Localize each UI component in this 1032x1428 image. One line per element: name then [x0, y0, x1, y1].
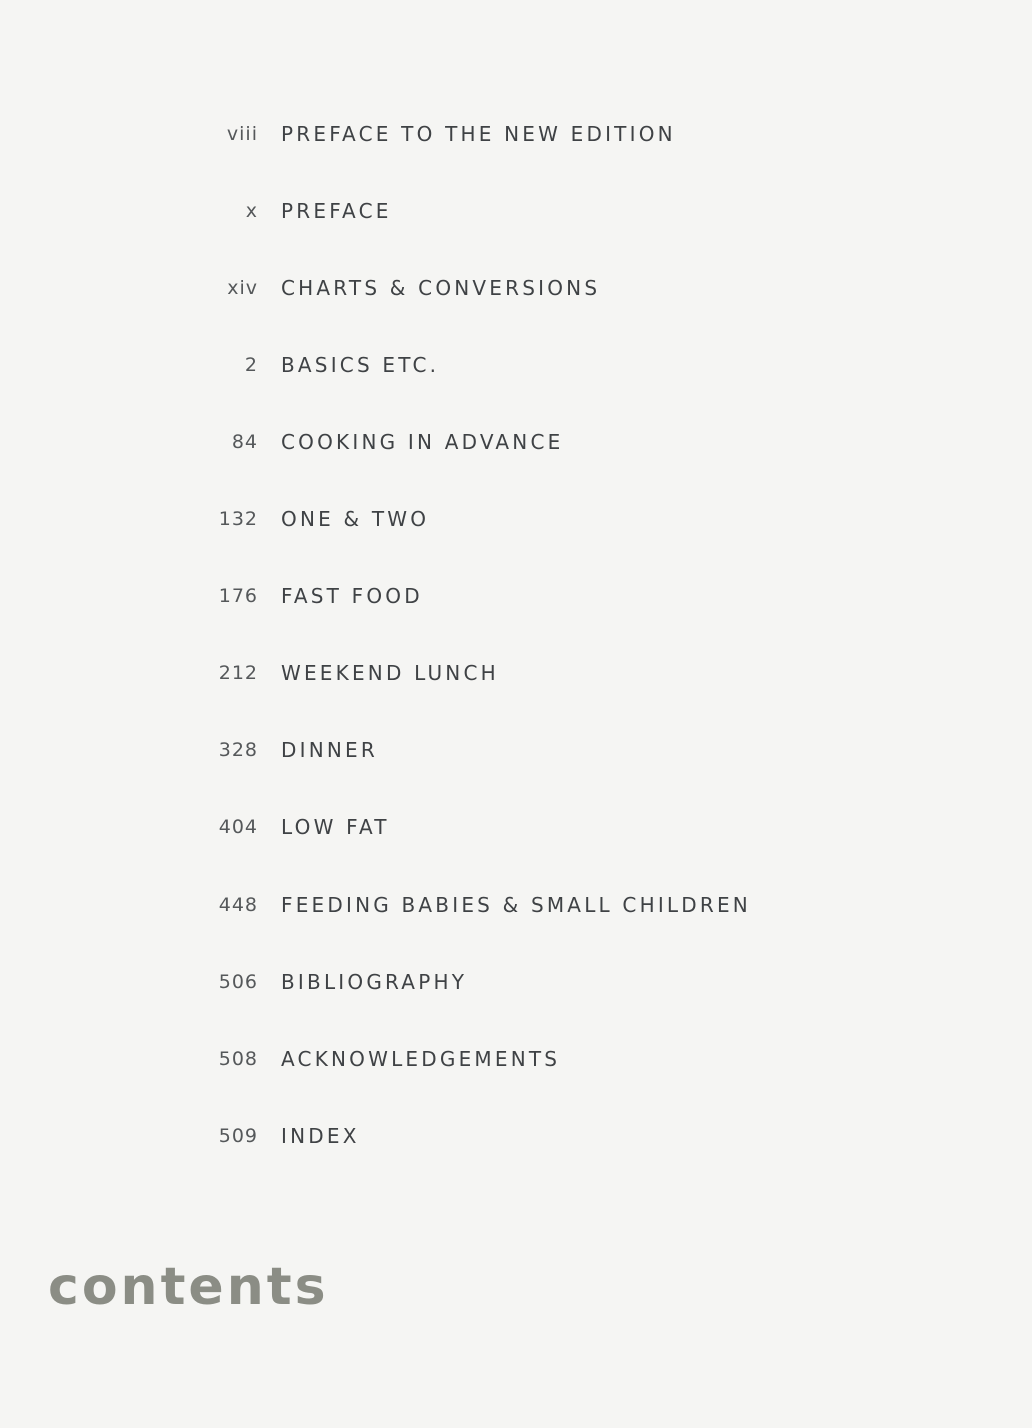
toc-title: WEEKEND LUNCH [281, 661, 499, 685]
toc-entry-acknowledgements[interactable] [0, 1044, 1032, 1074]
toc-page-number: 506 [218, 971, 258, 993]
toc-page-number: viii [226, 123, 258, 145]
toc-title: ONE & TWO [281, 507, 430, 531]
toc-title: DINNER [281, 738, 378, 762]
toc-entry-weekend-lunch[interactable] [0, 658, 1032, 688]
toc-title: INDEX [281, 1124, 360, 1148]
toc-entry-preface-new-edition[interactable] [0, 119, 1032, 149]
toc-entry-index[interactable] [0, 1121, 1032, 1151]
toc-title: FAST FOOD [281, 584, 423, 608]
toc-page-number: x [245, 200, 258, 222]
toc-entry-charts-conversions[interactable] [0, 273, 1032, 303]
toc-page-number: 508 [218, 1048, 258, 1070]
toc-page-number: 509 [218, 1125, 258, 1147]
toc-page-number: 176 [218, 585, 258, 607]
toc-entry-preface[interactable] [0, 196, 1032, 226]
toc-entry-one-and-two[interactable] [0, 504, 1032, 534]
toc-page-number: 84 [231, 431, 258, 453]
toc-page-number: 132 [218, 508, 258, 530]
toc-title: PREFACE TO THE NEW EDITION [281, 122, 676, 146]
toc-page-number: 328 [218, 739, 258, 761]
toc-entry-dinner[interactable] [0, 735, 1032, 765]
toc-entry-low-fat[interactable] [0, 812, 1032, 842]
toc-entry-basics[interactable] [0, 350, 1032, 380]
toc-entry-fast-food[interactable] [0, 581, 1032, 611]
toc-entry-feeding-babies[interactable] [0, 890, 1032, 920]
toc-title: BIBLIOGRAPHY [281, 970, 468, 994]
toc-entry-bibliography[interactable] [0, 967, 1032, 997]
toc-title: CHARTS & CONVERSIONS [281, 276, 601, 300]
toc-title: ACKNOWLEDGEMENTS [281, 1047, 561, 1071]
page-heading: contents [48, 1257, 329, 1317]
toc-title: COOKING IN ADVANCE [281, 430, 564, 454]
toc-title: FEEDING BABIES & SMALL CHILDREN [281, 893, 751, 917]
toc-title: PREFACE [281, 199, 392, 223]
toc-page-number: 212 [218, 662, 258, 684]
toc-title: BASICS ETC. [281, 353, 440, 377]
toc-entry-cooking-in-advance[interactable] [0, 427, 1032, 457]
toc-page-number: 404 [218, 816, 258, 838]
toc-title: LOW FAT [281, 815, 390, 839]
toc-page-number: 448 [218, 894, 258, 916]
toc-page-number: xiv [227, 277, 258, 299]
toc-page-number: 2 [244, 354, 258, 376]
